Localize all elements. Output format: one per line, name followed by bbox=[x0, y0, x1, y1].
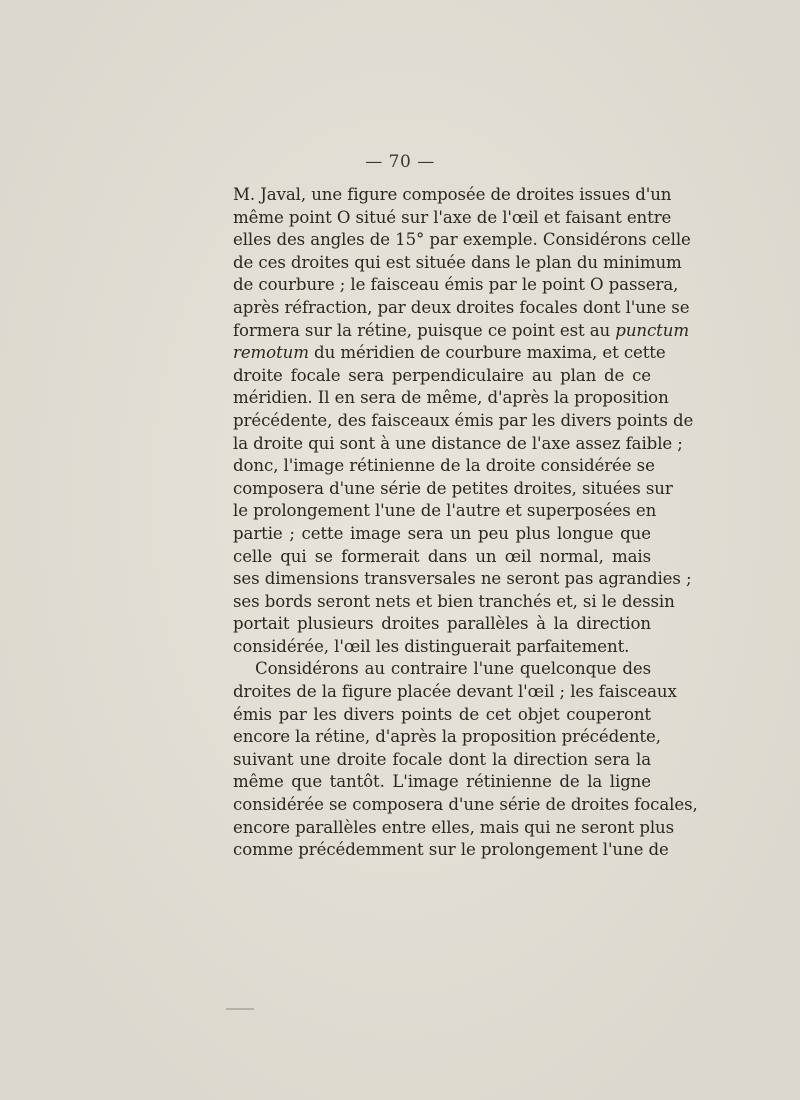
text-line: méridien. Il en sera de même, d'après la proposition bbox=[233, 388, 669, 408]
text-line: émis par les divers points de cet objet couperont bbox=[233, 704, 651, 724]
text-line: composera d'une série de petites droites, situées sur bbox=[233, 478, 673, 498]
text-line: remotum du méridien de courbure maxima, et cette bbox=[233, 343, 666, 363]
text-line: droite focale sera perpendiculaire au plan de ce bbox=[233, 365, 651, 385]
text-line: portait plusieurs droites parallèles à la direction bbox=[233, 614, 651, 634]
text-line: de ces droites qui est située dans le plan du minimum bbox=[233, 252, 682, 272]
text-line: comme précédemment sur le prolongement l'une de bbox=[233, 840, 669, 860]
text-line: ses dimensions transversales ne seront pas agrandies ; bbox=[233, 569, 692, 589]
text-line: la droite qui sont à une distance de l'axe assez faible ; bbox=[233, 433, 683, 453]
text-line: donc, l'image rétinienne de la droite considérée se bbox=[233, 456, 655, 476]
text-line: après réfraction, par deux droites focales dont l'une se bbox=[233, 297, 690, 317]
text-line: suivant une droite focale dont la direction sera la bbox=[233, 749, 651, 769]
text-line: précédente, des faisceaux émis par les divers points de bbox=[233, 410, 694, 430]
text-line: droites de la figure placée devant l'œil ; les faisceaux bbox=[233, 682, 677, 702]
text-line: elles des angles de 15° par exemple. Considérons celle bbox=[233, 230, 691, 250]
body-text bbox=[233, 184, 698, 862]
page-number: — 70 — bbox=[365, 152, 435, 172]
text-line: formera sur la rétine, puisque ce point est au punctum bbox=[233, 320, 689, 340]
text-line: même que tantôt. L'image rétinienne de la ligne bbox=[233, 772, 651, 792]
text-line: considérée, l'œil les distinguerait parfaitement. bbox=[233, 636, 630, 656]
text-line: encore la rétine, d'après la proposition précédente, bbox=[233, 727, 661, 747]
text-line: Considérons au contraire l'une quelconque des bbox=[255, 659, 651, 679]
ink-mark bbox=[226, 1008, 254, 1010]
text-line: celle qui se formerait dans un œil normal, mais bbox=[233, 546, 651, 566]
text-line: partie ; cette image sera un peu plus longue que bbox=[233, 523, 651, 543]
text-line: encore parallèles entre elles, mais qui ne seront plus bbox=[233, 817, 675, 837]
text-line: de courbure ; le faisceau émis par le point O passera, bbox=[233, 275, 679, 295]
text-line: le prolongement l'une de l'autre et superposées en bbox=[233, 501, 657, 521]
text-line: M. Javal, une figure composée de droites issues d'un bbox=[233, 185, 672, 204]
text-line: ses bords seront nets et bien tranchés et, si le dessin bbox=[233, 591, 675, 611]
text-line: même point O situé sur l'axe de l'œil et faisant entre bbox=[233, 207, 672, 227]
text-line: considérée se composera d'une série de droites focales, bbox=[233, 795, 698, 815]
